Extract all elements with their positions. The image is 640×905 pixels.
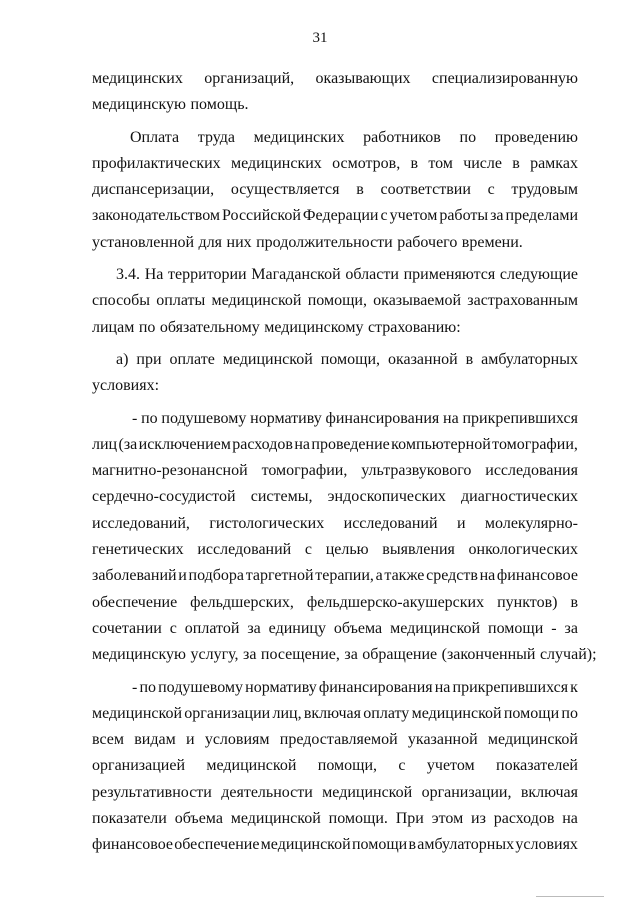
text-line: обеспечение фельдшерских, фельдшерско-акушерских пунктов) в (92, 593, 578, 611)
text-line: генетических исследований с целью выявления онкологических (92, 541, 578, 559)
text-line: - по подушевому нормативу финансирования на прикрепившихся к (132, 678, 578, 696)
text-line: медицинской организации лиц, включая оплату медицинской помощи по (92, 704, 578, 722)
text-line: финансовое обеспечение медицинской помощи в амбулаторных условиях (92, 836, 578, 854)
text-line: лицам по обязательному медицинскому страхованию: (92, 318, 461, 336)
text-line: медицинскую помощь. (92, 96, 249, 114)
text-line: лиц (за исключением расходов на проведение компьютерной томографии, (92, 435, 578, 453)
text-line: медицинскую услугу, за посещение, за обращение (законченный случай); (92, 646, 597, 664)
text-line: сочетании с оплатой за единицу объема медицинской помощи - за (92, 619, 578, 637)
document-body (92, 66, 597, 859)
text-line: способы оплаты медицинской помощи, оказываемой застрахованным (92, 292, 578, 310)
text-line: сердечно-сосудистой системы, эндоскопических диагностических (92, 488, 578, 506)
text-line: диспансеризации, осуществляется в соответствии с трудовым (92, 181, 578, 199)
text-line: - по подушевому нормативу финансирования на прикрепившихся (132, 409, 578, 427)
text-line: всем видам и условиям предоставляемой указанной медицинской (92, 731, 578, 749)
text-line: а) при оплате медицинской помощи, оказанной в амбулаторных (116, 350, 578, 368)
page-number: 31 (312, 30, 328, 46)
text-line: условиях: (92, 377, 160, 395)
text-line: заболеваний и подбора таргетной терапии, а также средств на финансовое (92, 567, 578, 585)
text-line: Оплата труда медицинских работников по проведению (130, 128, 578, 146)
text-line: законодательством Российской Федерации с учетом работы за пределами (92, 207, 578, 225)
text-line: магнитно-резонансной томографии, ультразвукового исследования (92, 462, 578, 480)
text-line: показатели объема медицинской помощи. При этом из расходов на (92, 810, 578, 828)
text-line: медицинских организаций, оказывающих специализированную (92, 70, 578, 87)
text-line: установленной для них продолжительности рабочего времени. (92, 233, 523, 251)
text-line: профилактических медицинских осмотров, в том числе в рамках (92, 154, 578, 172)
text-line: 3.4. На территории Магаданской области применяются следующие (116, 266, 578, 284)
text-line: результативности деятельности медицинской организации, включая (92, 783, 578, 801)
footer-rule (536, 896, 604, 897)
text-line: исследований, гистологических исследований и молекулярно- (92, 514, 578, 532)
text-line: организацией медицинской помощи, с учетом показателей (92, 757, 578, 775)
